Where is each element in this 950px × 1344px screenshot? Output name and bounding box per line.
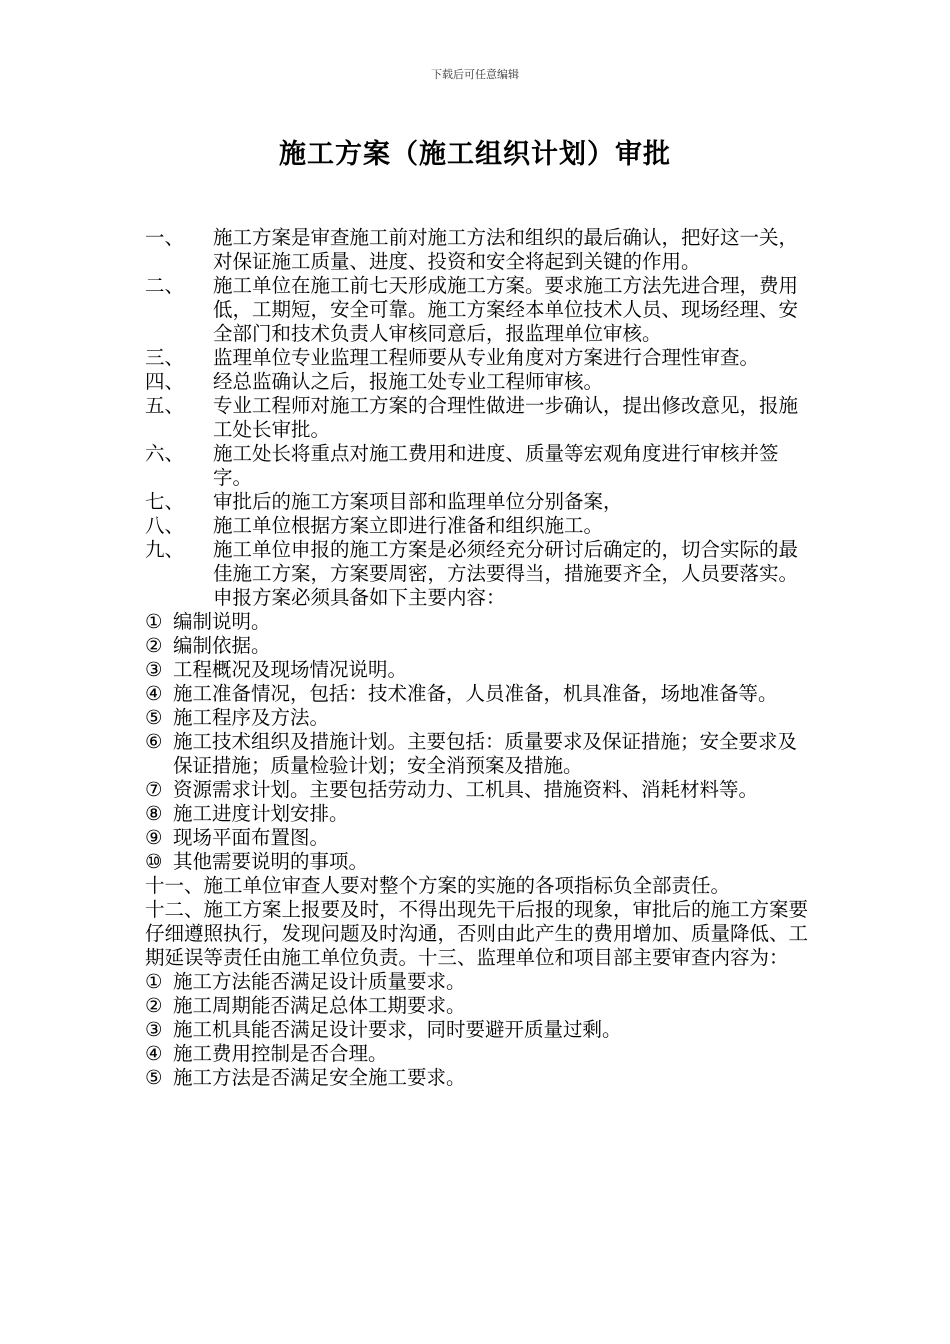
sub-item-number: ③: [145, 658, 163, 681]
item-number: 三、: [145, 346, 185, 369]
list-item: [145, 274, 815, 346]
sub-item-text: 施工技术组织及措施计划。主要包括：质量要求及保证措施；安全要求及保证措施；质量检验计划；安全消预案及措施。: [173, 730, 798, 777]
item-number: 九、: [145, 538, 185, 561]
sub-item-number: ⑤: [145, 706, 163, 729]
review-item-text: 施工方法能否满足设计质量要求。: [173, 970, 466, 993]
review-item-text: 施工方法是否满足安全施工要求。: [173, 1066, 466, 1089]
item-number: 八、: [145, 514, 185, 537]
review-list-item: [145, 1018, 815, 1042]
list-item: [145, 394, 815, 442]
review-item-number: ③: [145, 1018, 163, 1041]
item-text: 经总监确认之后，报施工处专业工程师审核。: [213, 370, 604, 393]
document-body: [145, 226, 815, 1090]
list-item: [145, 490, 815, 514]
paragraph-11: 十一、施工单位审查人要对整个方案的实施的各项指标负全部责任。: [145, 874, 731, 897]
item-number: 四、: [145, 370, 185, 393]
item-text: 施工处长将重点对施工费用和进度、质量等宏观角度进行审核并签字。: [213, 442, 779, 489]
review-list-item: [145, 994, 815, 1018]
sub-list-item: [145, 682, 815, 706]
sub-list-item: [145, 730, 815, 778]
item-text: 施工单位在施工前七天形成施工方案。要求施工方法先进合理，费用低，工期短，安全可靠。施工方案经本单位技术人员、现场经理、安全部门和技术负责人审核同意后，报监理单位审核。: [213, 274, 799, 345]
review-list-item: [145, 1042, 815, 1066]
sub-item-text: 施工准备情况，包括：技术准备，人员准备，机具准备，场地准备等。: [173, 682, 778, 705]
paragraph-12: 十二、施工方案上报要及时，不得出现先干后报的现象，审批后的施工方案要仔细遵照执行，发现问题及时沟通，否则由此产生的费用增加、质量降低、工期延误等责任由施工单位负责。十三、监理单位和项目部主要审查内容为：: [145, 898, 809, 969]
document-title: 施工方案（施工组织计划）审批: [279, 139, 671, 170]
review-item-text: 施工费用控制是否合理。: [173, 1042, 388, 1065]
review-item-number: ②: [145, 994, 163, 1017]
item-number: 二、: [145, 274, 185, 297]
sub-list-item: [145, 658, 815, 682]
review-item-number: ⑤: [145, 1066, 163, 1089]
page-header: 下载后可任意编辑: [431, 68, 519, 81]
item-text: 专业工程师对施工方案的合理性做进一步确认，提出修改意见，报施工处长审批。: [213, 394, 799, 441]
sub-list-item: [145, 778, 815, 802]
sub-item-text: 资源需求计划。主要包括劳动力、工机具、措施资料、消耗材料等。: [173, 778, 759, 801]
item-text: 施工单位根据方案立即进行准备和组织施工。: [213, 514, 604, 537]
list-item: [145, 226, 815, 274]
sub-item-text: 编制依据。: [173, 634, 271, 657]
item-text: 施工单位申报的施工方案是必须经充分研讨后确定的，切合实际的最佳施工方案，方案要周密，方法要得当，措施要齐全，人员要落实。申报方案必须具备如下主要内容：: [213, 538, 799, 609]
item-text: 监理单位专业监理工程师要从专业角度对方案进行合理性审查。: [213, 346, 760, 369]
sub-item-text: 施工程序及方法。: [173, 706, 330, 729]
sub-item-number: ①: [145, 610, 163, 633]
sub-list-item: [145, 706, 815, 730]
review-list-item: [145, 1066, 815, 1090]
review-item-text: 施工机具能否满足设计要求，同时要避开质量过剩。: [173, 1018, 622, 1041]
list-item: [145, 346, 815, 370]
item-text: 施工方案是审查施工前对施工方法和组织的最后确认，把好这一关，对保证施工质量、进度、投资和安全将起到关键的作用。: [213, 226, 799, 273]
list-item: [145, 442, 815, 490]
sub-list-item: [145, 610, 815, 634]
review-list-item: [145, 970, 815, 994]
sub-list-item: [145, 850, 815, 874]
sub-item-number: ⑦: [145, 778, 163, 801]
review-item-text: 施工周期能否满足总体工期要求。: [173, 994, 466, 1017]
sub-list-item: [145, 826, 815, 850]
sub-item-number: ⑩: [145, 850, 163, 873]
item-text: 审批后的施工方案项目部和监理单位分别备案，: [213, 490, 623, 513]
review-item-number: ①: [145, 970, 163, 993]
sub-item-text: 工程概况及现场情况说明。: [173, 658, 408, 681]
list-item: [145, 514, 815, 538]
sub-item-text: 施工进度计划安排。: [173, 802, 349, 825]
sub-item-number: ④: [145, 682, 163, 705]
item-number: 七、: [145, 490, 185, 513]
item-number: 一、: [145, 226, 185, 249]
sub-item-text: 现场平面布置图。: [173, 826, 330, 849]
item-number: 六、: [145, 442, 185, 465]
sub-item-text: 其他需要说明的事项。: [173, 850, 369, 873]
item-number: 五、: [145, 394, 185, 417]
list-item: [145, 370, 815, 394]
list-item: [145, 538, 815, 610]
sub-item-text: 编制说明。: [173, 610, 271, 633]
sub-list-item: [145, 634, 815, 658]
sub-item-number: ⑨: [145, 826, 163, 849]
sub-item-number: ⑥: [145, 730, 163, 753]
sub-list-item: [145, 802, 815, 826]
review-item-number: ④: [145, 1042, 163, 1065]
sub-item-number: ②: [145, 634, 163, 657]
sub-item-number: ⑧: [145, 802, 163, 825]
